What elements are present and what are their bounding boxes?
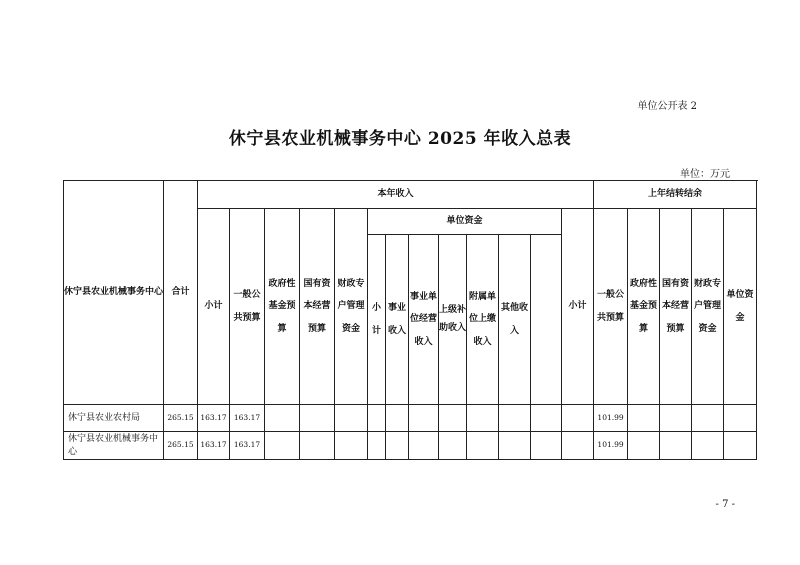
empty-cell bbox=[531, 432, 562, 460]
table-row bbox=[64, 405, 757, 432]
row-total: 265.15 bbox=[164, 432, 198, 460]
empty-cell bbox=[562, 432, 594, 460]
header-gov-fund: 政府性基金预算 bbox=[265, 209, 300, 405]
empty-cell bbox=[628, 405, 660, 432]
empty-cell bbox=[300, 405, 335, 432]
empty-cell bbox=[265, 432, 300, 460]
empty-cell bbox=[467, 432, 499, 460]
row-agency-name: 休宁县农业农村局 bbox=[64, 405, 164, 432]
page-title: 休宁县农业机械事务中心 2025 年收入总表 bbox=[228, 129, 572, 149]
header-carry-subtotal: 小计 bbox=[562, 209, 594, 405]
empty-cell bbox=[335, 405, 368, 432]
empty-cell bbox=[692, 405, 724, 432]
header-carry-gov-fund: 政府性基金预算 bbox=[628, 209, 660, 405]
form-number: 单位公开表 2 bbox=[637, 101, 697, 112]
header-other-income: 其他收入 bbox=[499, 235, 531, 405]
empty-cell bbox=[439, 405, 467, 432]
empty-cell bbox=[692, 432, 724, 460]
row-agency-name: 休宁县农业机械事务中心 bbox=[64, 432, 164, 460]
row-subtotal: 163.17 bbox=[198, 432, 230, 460]
header-general-budget: 一般公共预算 bbox=[230, 209, 265, 405]
header-carry-general: 一般公共预算 bbox=[594, 209, 628, 405]
header-unit-funds: 单位资金 bbox=[368, 209, 562, 235]
header-current-year: 本年收入 bbox=[198, 181, 594, 209]
row-carry-general: 101.99 bbox=[594, 432, 628, 460]
empty-cell bbox=[562, 405, 594, 432]
empty-cell bbox=[439, 432, 467, 460]
empty-cell bbox=[531, 405, 562, 432]
header-subtotal: 小计 bbox=[198, 209, 230, 405]
empty-cell bbox=[660, 405, 692, 432]
header-state-capital: 国有资本经营预算 bbox=[300, 209, 335, 405]
header-carryover: 上年结转结余 bbox=[594, 181, 757, 209]
empty-cell bbox=[386, 432, 409, 460]
empty-cell bbox=[409, 432, 439, 460]
empty-cell bbox=[499, 405, 531, 432]
header-carry-state-capital: 国有资本经营预算 bbox=[660, 209, 692, 405]
row-general-budget: 163.17 bbox=[230, 432, 265, 460]
unit-label: 单位：万元 bbox=[680, 169, 730, 180]
income-summary-table bbox=[63, 180, 757, 460]
table-row bbox=[64, 432, 757, 460]
row-total: 265.15 bbox=[164, 405, 198, 432]
header-special-fund: 财政专户管理资金 bbox=[335, 209, 368, 405]
header-carry-unit: 单位资金 bbox=[724, 209, 757, 405]
empty-cell bbox=[628, 432, 660, 460]
header-affiliated-income: 附属单位上缴收入 bbox=[467, 235, 499, 405]
empty-cell bbox=[386, 405, 409, 432]
page-number: - 7 - bbox=[715, 499, 735, 510]
header-business-income: 事业收入 bbox=[386, 235, 409, 405]
header-carry-special: 财政专户管理资金 bbox=[692, 209, 724, 405]
empty-cell bbox=[265, 405, 300, 432]
row-carry-general: 101.99 bbox=[594, 405, 628, 432]
header-superior-subsidy: 上级补助收入 bbox=[439, 235, 467, 405]
empty-cell bbox=[300, 432, 335, 460]
empty-cell bbox=[368, 432, 386, 460]
empty-cell bbox=[499, 432, 531, 460]
row-general-budget: 163.17 bbox=[230, 405, 265, 432]
empty-cell bbox=[335, 432, 368, 460]
header-org: 休宁县农业机械事务中心 bbox=[64, 181, 164, 405]
empty-cell bbox=[467, 405, 499, 432]
empty-cell bbox=[660, 432, 692, 460]
row-subtotal: 163.17 bbox=[198, 405, 230, 432]
header-total: 合计 bbox=[164, 181, 198, 405]
empty-cell bbox=[409, 405, 439, 432]
header-operating-income: 事业单位经营收入 bbox=[409, 235, 439, 405]
empty-cell bbox=[368, 405, 386, 432]
empty-cell bbox=[724, 405, 757, 432]
header-unit-subtotal: 小计 bbox=[368, 235, 386, 405]
empty-cell bbox=[724, 432, 757, 460]
